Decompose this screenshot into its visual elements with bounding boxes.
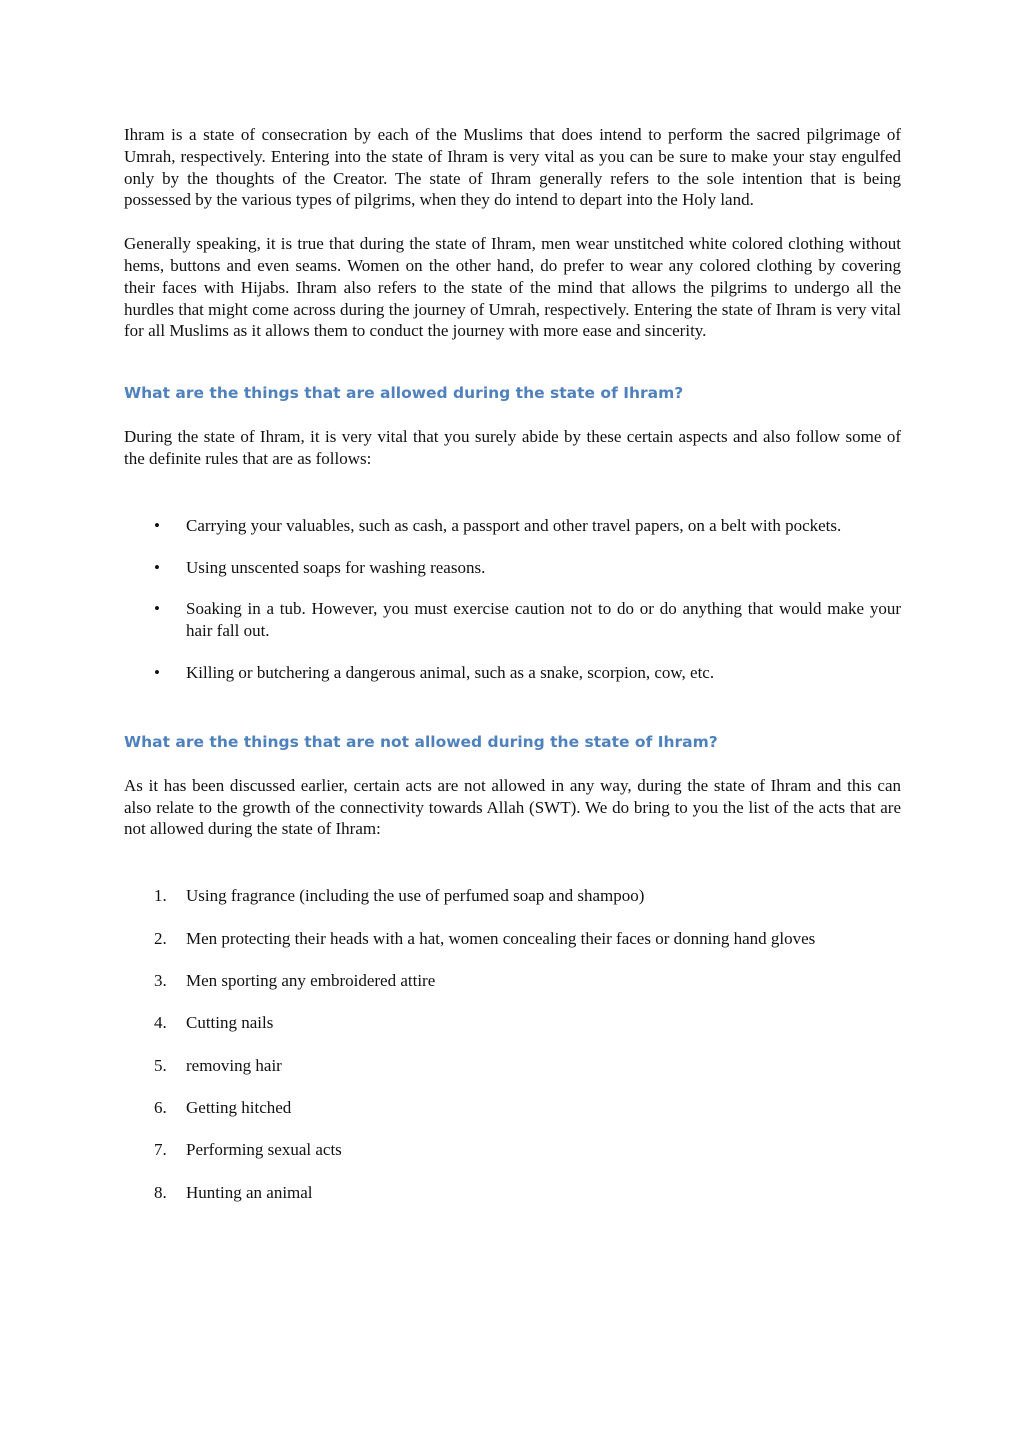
list-number: 5. bbox=[154, 1055, 167, 1075]
list-item-text: Using unscented soaps for washing reasons. bbox=[186, 557, 486, 577]
list-item-text: Men protecting their heads with a hat, women concealing their faces or donning hand gloves bbox=[186, 928, 816, 948]
list-item-text: Hunting an animal bbox=[186, 1182, 313, 1202]
list-number: 6. bbox=[154, 1098, 167, 1118]
document-page bbox=[124, 124, 901, 1224]
list-item-text: Carrying your valuables, such as cash, a passport and other travel papers, on a belt with pockets. bbox=[186, 515, 842, 535]
list-item bbox=[124, 662, 901, 684]
list-item bbox=[124, 598, 901, 642]
bullet-icon: • bbox=[154, 557, 160, 577]
list-item-text: Soaking in a tub. However, you must exercise caution not to do or do anything that would make your hair fall out. bbox=[186, 599, 901, 641]
list-number: 1. bbox=[154, 886, 167, 906]
list-item bbox=[124, 1012, 901, 1034]
list-number: 8. bbox=[154, 1182, 167, 1202]
list-item bbox=[124, 1139, 901, 1161]
list-number: 3. bbox=[154, 970, 167, 990]
list-item-text: Getting hitched bbox=[186, 1098, 292, 1118]
list-item bbox=[124, 515, 901, 537]
list-item bbox=[124, 557, 901, 579]
list-item-text: removing hair bbox=[186, 1055, 282, 1075]
allowed-bullet-list bbox=[124, 515, 901, 684]
not-allowed-numbered-list bbox=[124, 885, 901, 1204]
general-paragraph: Generally speaking, it is true that during the state of Ihram, men wear unstitched white colored clothing without hems, buttons and even seams. Women on the other hand, do prefer to wear any colored clothing by covering their faces with Hijabs. Ihram also refers to the state of the mind that allows the pilgrims to undergo all the hurdles that might come across during the journey of Umrah, respectively. Entering the state of Ihram is very vital for all Muslims as it allows them to conduct the journey with more ease and sincerity. bbox=[124, 234, 901, 341]
list-item bbox=[124, 1055, 901, 1077]
list-item bbox=[124, 1097, 901, 1119]
list-item-text: Killing or butchering a dangerous animal, such as a snake, scorpion, cow, etc. bbox=[186, 662, 715, 682]
bullet-icon: • bbox=[154, 599, 160, 619]
list-item bbox=[124, 928, 901, 950]
list-item bbox=[124, 1182, 901, 1204]
allowed-heading: What are the things that are allowed during the state of Ihram? bbox=[124, 384, 684, 403]
list-item-text: Men sporting any embroidered attire bbox=[186, 970, 436, 990]
list-item-text: Performing sexual acts bbox=[186, 1140, 342, 1160]
bullet-icon: • bbox=[154, 662, 160, 682]
list-number: 4. bbox=[154, 1013, 167, 1033]
list-number: 2. bbox=[154, 928, 167, 948]
intro-paragraph: Ihram is a state of consecration by each of the Muslims that does intend to perform the sacred pilgrimage of Umrah, respectively. Entering into the state of Ihram is very vital as you can be sure to make your stay engulfed only by the thoughts of the Creator. The state of Ihram generally refers to the sole intention that is being possessed by the various types of pilgrims, when they do intend to depart into the Holy land. bbox=[124, 125, 901, 210]
not-allowed-heading: What are the things that are not allowed during the state of Ihram? bbox=[124, 732, 718, 751]
list-item bbox=[124, 970, 901, 992]
allowed-intro-paragraph: During the state of Ihram, it is very vital that you surely abide by these certain aspects and also follow some of the definite rules that are as follows: bbox=[124, 427, 901, 468]
list-item-text: Using fragrance (including the use of perfumed soap and shampoo) bbox=[186, 886, 645, 906]
list-item bbox=[124, 885, 901, 907]
not-allowed-intro-paragraph: As it has been discussed earlier, certain acts are not allowed in any way, during the state of Ihram and this can also relate to the growth of the connectivity towards Allah (SWT). We do bring to you the list of the acts that are not allowed during the state of Ihram: bbox=[124, 775, 901, 839]
list-number: 7. bbox=[154, 1140, 167, 1160]
bullet-icon: • bbox=[154, 515, 160, 535]
list-item-text: Cutting nails bbox=[186, 1013, 274, 1033]
